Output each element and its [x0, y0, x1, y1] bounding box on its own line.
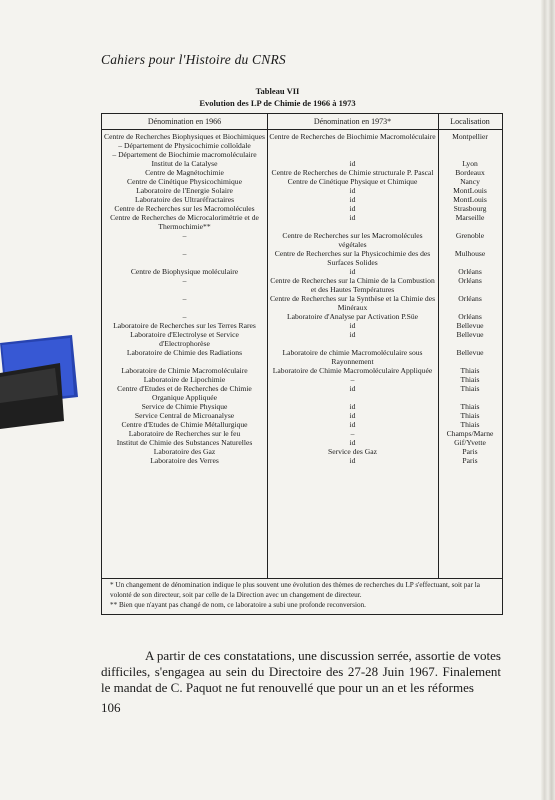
- cell-name-1966: Service Central de Microanalyse: [134, 411, 235, 420]
- table-row: [102, 159, 502, 168]
- table-row: [102, 249, 502, 267]
- table-row: [102, 186, 502, 195]
- cell-name-1973: –: [350, 429, 355, 438]
- cell-location: Bellevue: [456, 330, 484, 339]
- cell-name-1966: Centre de Recherches Biophysiques et Biochimiques: [104, 132, 265, 141]
- cell-name-1973: [267, 141, 438, 150]
- table-row: [102, 330, 502, 348]
- cell-name-1973: id: [349, 267, 356, 276]
- cell-location: Grenoble: [455, 231, 485, 240]
- table-row: [102, 402, 502, 411]
- cell-name-1973: id: [349, 384, 356, 393]
- table-row: [102, 411, 502, 420]
- cell-name-1973: Service des Gaz: [328, 447, 377, 456]
- cell-name-1973: id: [349, 330, 356, 339]
- cell-location: Orléans: [458, 294, 482, 303]
- cell-name-1973: id: [349, 204, 356, 213]
- table-row: [102, 294, 502, 312]
- cell-location: Thiais: [460, 402, 480, 411]
- cell-name-1973: –: [350, 375, 355, 384]
- page-edge: [541, 0, 555, 800]
- cell-name-1973: Laboratoire de chimie Macromoléculaire sous Rayonnement: [282, 348, 423, 366]
- cell-name-1966: Centre d'Etudes de Chimie Métallurgique: [121, 420, 248, 429]
- table-row: [102, 321, 502, 330]
- cell-location: Lyon: [462, 159, 478, 168]
- cell-name-1973: Centre de Recherches sur la Synthèse et la Chimie des Minéraux: [269, 294, 436, 312]
- table-row: [102, 375, 502, 384]
- cell-location: Thiais: [460, 366, 480, 375]
- cell-location: MontLouis: [453, 195, 487, 204]
- table-row: [102, 204, 502, 213]
- cell-name-1973: id: [349, 402, 356, 411]
- cell-name-1966: Centre de Biophysique moléculaire: [130, 267, 239, 276]
- cell-location: [438, 141, 502, 150]
- cell-name-1973: Laboratoire de Chimie Macromoléculaire Appliquée: [272, 366, 433, 375]
- cell-name-1973: id: [349, 456, 356, 465]
- cell-name-1966: –: [182, 249, 187, 258]
- cell-name-1966: Laboratoire de l'Energie Solaire: [136, 186, 233, 195]
- paragraph-text: A partir de ces constatations, une discussion serrée, assortie de votes difficiles, s'engagea au sein du Directoire des 27-28 Juin 1967. Finalement le mandat de C. Paquot ne fut renouvellé que pour un an et les réformes: [101, 648, 501, 695]
- table-row: [102, 456, 502, 465]
- cell-name-1973: id: [349, 159, 356, 168]
- cell-name-1966: –: [182, 231, 187, 240]
- cell-name-1973: Centre de Cinétique Physique et Chimique: [287, 177, 418, 186]
- cell-location: Thiais: [460, 384, 480, 393]
- cell-name-1973: id: [349, 420, 356, 429]
- cell-name-1966: Laboratoire d'Electrolyse et Service d'Electrophorèse: [130, 330, 239, 348]
- table-row: [102, 276, 502, 294]
- table-row: [102, 267, 502, 276]
- cell-location: [438, 150, 502, 159]
- table-row: [102, 150, 502, 159]
- cell-name-1966: Laboratoire de Lipochimie: [143, 375, 226, 384]
- cell-location: Montpellier: [452, 132, 488, 141]
- cell-name-1973: Centre de Recherches de Chimie structurale P. Pascal: [271, 168, 434, 177]
- table-subtitle: Evolution des LP de Chimie de 1966 à 1973: [199, 98, 356, 108]
- body-paragraph: [101, 648, 501, 696]
- cell-name-1966: Laboratoire de Recherches sur le feu: [128, 429, 241, 438]
- header-1973: Dénomination en 1973*: [313, 117, 392, 126]
- table-row: [102, 141, 502, 150]
- header-divider: [102, 129, 502, 130]
- cell-location: Mulhouse: [454, 249, 486, 258]
- notes-divider: [102, 578, 502, 579]
- table-title: Tableau VII: [255, 86, 300, 96]
- cell-name-1966: Laboratoire de Chimie Macromoléculaire: [121, 366, 248, 375]
- note-2: ** Bien que n'ayant pas changé de nom, ce laboratoire a subi une profonde reconversion.: [110, 601, 366, 609]
- cell-name-1966: Institut de Chimie des Substances Naturelles: [116, 438, 253, 447]
- cell-location: Nancy: [460, 177, 480, 186]
- cell-location: Orléans: [458, 276, 482, 285]
- cell-name-1966: Centre de Recherches de Microcalorimétrie et de Thermochimie**: [110, 213, 259, 231]
- table-row: [102, 312, 502, 321]
- data-table: [101, 113, 503, 615]
- table-row: [102, 348, 502, 366]
- cell-location: Gif/Yvette: [454, 438, 486, 447]
- cell-name-1973: Laboratoire d'Analyse par Activation P.Süe: [286, 312, 419, 321]
- table-row: [102, 195, 502, 204]
- table-row: [102, 366, 502, 375]
- cell-name-1966: Centre de Cinétique Physicochimique: [127, 177, 242, 186]
- cell-location: Bordeaux: [455, 168, 485, 177]
- cell-name-1973: Centre de Recherches de Biochimie Macromoléculaire: [269, 132, 436, 141]
- cell-name-1966: Institut de la Catalyse: [151, 159, 218, 168]
- cell-name-1973: id: [349, 213, 356, 222]
- cell-name-1973: Centre de Recherches sur la Chimie de la Combustion et des Hautes Températures: [270, 276, 435, 294]
- table-notes: [102, 580, 502, 610]
- cell-location: Marseille: [455, 213, 485, 222]
- cell-name-1973: id: [349, 411, 356, 420]
- header-location: Localisation: [450, 117, 490, 126]
- cell-name-1966: Centre d'Etudes et de Recherches de Chimie Organique Appliquée: [117, 384, 252, 402]
- cell-name-1966: Centre de Recherches sur les Macromolécules: [114, 204, 255, 213]
- cell-location: Bellevue: [456, 321, 484, 330]
- cell-name-1966: – Département de Physicochimie colloïdale: [118, 141, 251, 150]
- cell-name-1966: Service de Chimie Physique: [141, 402, 228, 411]
- table-row: [102, 447, 502, 456]
- table-body: [102, 132, 502, 465]
- cell-location: Orléans: [458, 267, 482, 276]
- cell-name-1973: Centre de Recherches sur les Macromolécules végétales: [282, 231, 423, 249]
- cell-name-1966: –: [182, 294, 187, 303]
- table-row: [102, 231, 502, 249]
- cell-location: Thiais: [460, 420, 480, 429]
- table-row: [102, 420, 502, 429]
- cell-name-1966: Centre de Magnétochimie: [145, 168, 224, 177]
- table-row: [102, 438, 502, 447]
- cell-location: Thiais: [460, 411, 480, 420]
- cell-name-1966: –: [182, 276, 187, 285]
- table-row: [102, 429, 502, 438]
- table-row: [102, 384, 502, 402]
- cell-location: Champs/Marne: [446, 429, 494, 438]
- table-row: [102, 132, 502, 141]
- cell-name-1966: Laboratoire des Gaz: [153, 447, 216, 456]
- cell-name-1973: id: [349, 321, 356, 330]
- cell-name-1966: Laboratoire de Chimie des Radiations: [126, 348, 243, 357]
- cell-location: Orléans: [458, 312, 482, 321]
- running-head: Cahiers pour l'Histoire du CNRS: [101, 52, 286, 67]
- page-number: 106: [101, 700, 121, 715]
- cell-location: Bellevue: [456, 348, 484, 357]
- table-row: [102, 177, 502, 186]
- note-1: * Un changement de dénomination indique le plus souvent une évolution des thèmes de recherches du LP s'effectuant, soit par la volonté de son directeur, soit par celle de la Direction avec un changement de directeur.: [110, 581, 480, 599]
- header-1966: Dénomination en 1966: [147, 117, 222, 126]
- cell-name-1966: – Département de Biochimie macromoléculaire: [112, 150, 257, 159]
- cell-location: Paris: [462, 447, 478, 456]
- cell-name-1973: Centre de Recherches sur la Physicochimie des des Surfaces Solides: [274, 249, 431, 267]
- cell-name-1973: id: [349, 438, 356, 447]
- table-row: [102, 213, 502, 231]
- cell-name-1973: id: [349, 186, 356, 195]
- cell-location: Thiais: [460, 375, 480, 384]
- table-row: [102, 168, 502, 177]
- binder-clip-image: [0, 335, 80, 430]
- cell-location: Strasbourg: [453, 204, 487, 213]
- cell-name-1973: [267, 150, 438, 159]
- cell-location: MontLouis: [453, 186, 487, 195]
- cell-name-1966: Laboratoire de Recherches sur les Terres Rares: [113, 321, 256, 330]
- cell-location: Paris: [462, 456, 478, 465]
- cell-name-1973: id: [349, 195, 356, 204]
- cell-name-1966: –: [182, 312, 187, 321]
- cell-name-1966: Laboratoire des Ultraréfractaires: [134, 195, 235, 204]
- cell-name-1966: Laboratoire des Verres: [150, 456, 219, 465]
